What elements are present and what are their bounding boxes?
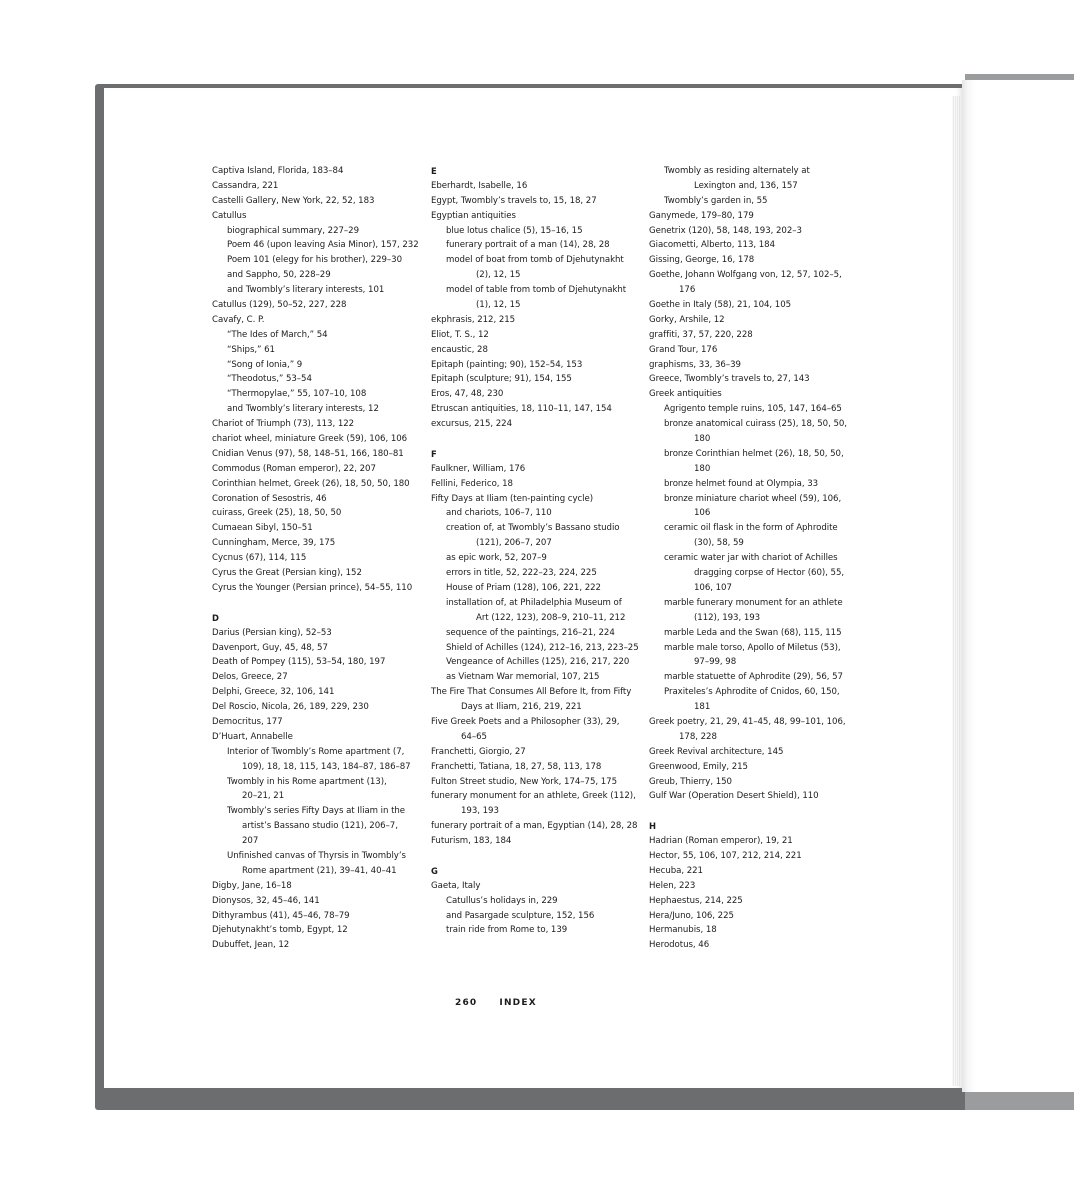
index-entry: Grand Tour, 176 (649, 344, 718, 355)
index-entry: bronze helmet found at Olympia, 33 (664, 478, 819, 489)
index-entry: 20–21, 21 (242, 791, 285, 802)
section-title: INDEX (499, 998, 537, 1008)
index-entry: Eberhardt, Isabelle, 16 (431, 180, 528, 191)
index-letter-heading: F (431, 448, 437, 459)
index-entry: bronze anatomical cuirass (25), 18, 50, 50, (664, 419, 847, 430)
index-spacer (212, 596, 422, 611)
index-entry: Djehutynakht’s tomb, Egypt, 12 (212, 925, 348, 936)
index-entry: Twombly as residing alternately at (664, 166, 810, 176)
index-entry: 64–65 (461, 731, 487, 742)
index-entry: ekphrasis, 212, 215 (431, 314, 516, 325)
index-entry: 178, 228 (679, 731, 717, 742)
index-entry: artist’s Bassano studio (121), 206–7, (242, 821, 398, 832)
index-entry: Cyrus the Great (Persian king), 152 (212, 568, 362, 579)
index-entry: encaustic, 28 (431, 344, 488, 355)
index-entry: Fulton Street studio, New York, 174–75, 175 (431, 776, 617, 787)
index-entry: Praxiteles’s Aphrodite of Cnidos, 60, 150, (664, 687, 840, 698)
index-entry: Gulf War (Operation Desert Shield), 110 (649, 791, 819, 802)
index-column-1 (212, 164, 422, 953)
index-entry: 193, 193 (461, 806, 499, 817)
index-entry: 180 (694, 434, 711, 445)
index-entry: creation of, at Twombly’s Bassano studio (446, 523, 620, 534)
index-entry: sequence of the paintings, 216–21, 224 (446, 627, 615, 638)
index-entry: Democritus, 177 (212, 716, 283, 727)
index-entry: Interior of Twombly’s Rome apartment (7, (227, 746, 405, 757)
index-entry: Death of Pompey (115), 53–54, 180, 197 (212, 657, 386, 668)
index-entry: ceramic water jar with chariot of Achilles (664, 553, 838, 564)
index-entry: (1), 12, 15 (476, 300, 521, 311)
page-footer (455, 998, 559, 1008)
index-entry: (30), 58, 59 (694, 538, 744, 549)
page-number: 260 (455, 998, 478, 1008)
index-entry: Rome apartment (21), 39–41, 40–41 (242, 865, 397, 876)
index-entry: Twombly’s garden in, 55 (664, 195, 768, 206)
index-entry: Poem 101 (elegy for his brother), 229–30 (227, 255, 402, 266)
index-entry: Futurism, 183, 184 (431, 836, 512, 847)
index-entry: Cycnus (67), 114, 115 (212, 553, 307, 564)
index-entry: as epic work, 52, 207–9 (446, 553, 547, 564)
index-entry: Hermanubis, 18 (649, 925, 717, 936)
index-entry: Genetrix (120), 58, 148, 193, 202–3 (649, 225, 802, 236)
index-column-3 (649, 164, 859, 953)
index-entry: model of boat from tomb of Djehutynakht (446, 255, 624, 266)
index-entry: graffiti, 37, 57, 220, 228 (649, 329, 753, 340)
index-entry: Darius (Persian king), 52–53 (212, 627, 332, 638)
index-entry: Castelli Gallery, New York, 22, 52, 183 (212, 195, 375, 206)
index-entry: Epitaph (painting; 90), 152–54, 153 (431, 359, 583, 370)
index-entry: Fifty Days at Iliam (ten-painting cycle) (431, 493, 594, 504)
index-entry: and Pasargade sculpture, 152, 156 (446, 910, 595, 921)
index-entry: Egypt, Twombly’s travels to, 15, 18, 27 (431, 195, 597, 206)
index-entry: Art (122, 123), 208–9, 210–11, 212 (476, 612, 626, 623)
index-entry: House of Priam (128), 106, 221, 222 (446, 582, 601, 593)
index-entry: Digby, Jane, 16–18 (212, 880, 292, 891)
index-entry: 207 (242, 836, 259, 847)
index-entry: Greub, Thierry, 150 (649, 776, 732, 787)
index-entry: Catullus’s holidays in, 229 (446, 895, 558, 906)
index-entry: Davenport, Guy, 45, 48, 57 (212, 642, 328, 653)
index-entry: marble Leda and the Swan (68), 115, 115 (664, 627, 842, 638)
index-entry: blue lotus chalice (5), 15–16, 15 (446, 225, 583, 236)
index-entry: Faulkner, William, 176 (431, 463, 526, 474)
index-entry: bronze Corinthian helmet (26), 18, 50, 50, (664, 448, 844, 459)
index-entry: Etruscan antiquities, 18, 110–11, 147, 154 (431, 404, 612, 415)
index-entry: Hephaestus, 214, 225 (649, 895, 743, 906)
index-entry: (112), 193, 193 (694, 612, 761, 623)
index-entry: funerary portrait of a man, Egyptian (14), 28, 28 (431, 821, 638, 832)
index-entry: Unfinished canvas of Thyrsis in Twombly’s (227, 850, 406, 861)
index-letter-heading: E (431, 166, 437, 176)
index-entry: Twombly in his Rome apartment (13), (227, 776, 387, 787)
index-entry: Greek antiquities (649, 389, 722, 400)
index-entry: Hadrian (Roman emperor), 19, 21 (649, 836, 793, 847)
index-entry: Cassandra, 221 (212, 180, 279, 191)
index-entry: 180 (694, 463, 711, 474)
index-entry: Commodus (Roman emperor), 22, 207 (212, 463, 376, 474)
index-entry: Delos, Greece, 27 (212, 672, 288, 683)
index-entry: Shield of Achilles (124), 212–16, 213, 223–25 (446, 642, 639, 653)
index-entry: Helen, 223 (649, 880, 696, 891)
index-entry: Catullus (212, 210, 247, 221)
index-entry: Goethe in Italy (58), 21, 104, 105 (649, 300, 792, 311)
index-entry: dragging corpse of Hector (60), 55, (694, 568, 845, 579)
index-entry: Gissing, George, 16, 178 (649, 255, 755, 266)
index-entry: Epitaph (sculpture; 91), 154, 155 (431, 374, 572, 385)
index-entry: 106 (694, 508, 711, 519)
index-entry: and chariots, 106–7, 110 (446, 508, 552, 519)
index-entry: “Song of Ionia,” 9 (227, 359, 303, 370)
index-entry: and Sappho, 50, 228–29 (227, 270, 331, 281)
index-entry: D’Huart, Annabelle (212, 731, 293, 742)
index-letter-heading: H (649, 821, 656, 832)
index-entry: excursus, 215, 224 (431, 419, 513, 430)
index-entry: 176 (679, 285, 696, 296)
index-spacer (431, 849, 641, 864)
index-entry: Five Greek Poets and a Philosopher (33), 29, (431, 716, 620, 727)
index-entry: marble statuette of Aphrodite (29), 56, 57 (664, 672, 843, 683)
index-entry: funerary portrait of a man (14), 28, 28 (446, 240, 610, 251)
index-entry: (121), 206–7, 207 (476, 538, 552, 549)
index-entry: bronze miniature chariot wheel (59), 106, (664, 493, 842, 504)
index-entry: installation of, at Philadelphia Museum of (446, 597, 622, 608)
index-entry: Hecuba, 221 (649, 865, 703, 876)
index-entry: Vengeance of Achilles (125), 216, 217, 220 (446, 657, 630, 668)
index-entry: Coronation of Sesostris, 46 (212, 493, 327, 504)
index-entry: Eros, 47, 48, 230 (431, 389, 504, 400)
index-entry: Chariot of Triumph (73), 113, 122 (212, 419, 355, 430)
index-entry: Del Roscio, Nicola, 26, 189, 229, 230 (212, 702, 369, 713)
index-entry: The Fire That Consumes All Before It, from Fifty (431, 687, 632, 698)
index-spacer (431, 432, 641, 447)
index-entry: graphisms, 33, 36–39 (649, 359, 741, 370)
index-entry: chariot wheel, miniature Greek (59), 106, 106 (212, 434, 408, 445)
index-entry: Ganymede, 179–80, 179 (649, 210, 754, 221)
index-entry: funerary monument for an athlete, Greek (112), (431, 791, 636, 802)
index-entry: Poem 46 (upon leaving Asia Minor), 157, 232 (227, 240, 419, 251)
index-entry: Franchetti, Giorgio, 27 (431, 746, 526, 757)
index-entry: Goethe, Johann Wolfgang von, 12, 57, 102–5, (649, 270, 842, 281)
index-entry: (2), 12, 15 (476, 270, 521, 281)
index-entry: model of table from tomb of Djehutynakht (446, 285, 627, 296)
index-entry: cuirass, Greek (25), 18, 50, 50 (212, 508, 342, 519)
index-entry: Gaeta, Italy (431, 880, 481, 891)
index-entry: Herodotus, 46 (649, 940, 710, 951)
index-entry: and Twombly’s literary interests, 12 (227, 404, 379, 415)
index-entry: errors in title, 52, 222–23, 224, 225 (446, 568, 597, 579)
index-entry: Corinthian helmet, Greek (26), 18, 50, 50, 180 (212, 478, 410, 489)
index-entry: Eliot, T. S., 12 (431, 329, 489, 340)
index-entry: marble male torso, Apollo of Miletus (53), (664, 642, 841, 653)
index-entry: Cnidian Venus (97), 58, 148–51, 166, 180–81 (212, 448, 404, 459)
index-entry: train ride from Rome to, 139 (446, 925, 568, 936)
index-entry: Greek Revival architecture, 145 (649, 746, 784, 757)
index-entry: Cumaean Sibyl, 150–51 (212, 523, 313, 534)
index-entry: “The Ides of March,” 54 (227, 329, 328, 340)
index-letter-heading: D (212, 612, 219, 623)
index-entry: Cavafy, C. P. (212, 314, 265, 325)
index-entry: Fellini, Federico, 18 (431, 478, 513, 489)
index-entry: 97–99, 98 (694, 657, 737, 668)
index-letter-heading: G (431, 865, 438, 876)
index-entry: 181 (694, 702, 711, 713)
index-spacer (649, 804, 859, 819)
index-entry: Franchetti, Tatiana, 18, 27, 58, 113, 178 (431, 761, 602, 772)
index-entry: Delphi, Greece, 32, 106, 141 (212, 687, 335, 698)
index-entry: Greenwood, Emily, 215 (649, 761, 748, 772)
index-entry: Days at Iliam, 216, 219, 221 (461, 702, 582, 713)
index-entry: Lexington and, 136, 157 (694, 180, 798, 191)
index-entry: Giacometti, Alberto, 113, 184 (649, 240, 775, 251)
index-entry: ceramic oil flask in the form of Aphrodite (664, 523, 838, 534)
index-entry: Gorky, Arshile, 12 (649, 314, 725, 325)
page-gutter (952, 96, 960, 1086)
index-entry: and Twombly’s literary interests, 101 (227, 285, 385, 296)
facing-page (962, 80, 1074, 1092)
index-entry: Catullus (129), 50–52, 227, 228 (212, 300, 347, 311)
index-entry: Twombly’s series Fifty Days at Iliam in the (227, 806, 406, 817)
index-entry: biographical summary, 227–29 (227, 225, 360, 236)
index-entry: “Thermopylae,” 55, 107–10, 108 (227, 389, 367, 400)
index-entry: Egyptian antiquities (431, 210, 516, 221)
index-entry: Agrigento temple ruins, 105, 147, 164–65 (664, 404, 842, 415)
index-entry: Greek poetry, 21, 29, 41–45, 48, 99–101, 106, (649, 716, 846, 727)
index-entry: marble funerary monument for an athlete (664, 597, 843, 608)
index-entry: “Theodotus,” 53–54 (227, 374, 312, 385)
index-entry: Captiva Island, Florida, 183–84 (212, 166, 344, 176)
index-entry: Cyrus the Younger (Persian prince), 54–55, 110 (212, 582, 413, 593)
index-entry: Dithyrambus (41), 45–46, 78–79 (212, 910, 350, 921)
index-entry: Hera/Juno, 106, 225 (649, 910, 734, 921)
index-entry: Dionysos, 32, 45–46, 141 (212, 895, 320, 906)
index-entry: Cunningham, Merce, 39, 175 (212, 538, 336, 549)
index-entry: 109), 18, 18, 115, 143, 184–87, 186–87 (242, 761, 411, 772)
index-entry: “Ships,” 61 (227, 344, 275, 355)
index-entry: Greece, Twombly’s travels to, 27, 143 (649, 374, 810, 385)
index-column-2 (431, 164, 641, 938)
index-entry: 106, 107 (694, 582, 732, 593)
index-entry: as Vietnam War memorial, 107, 215 (446, 672, 600, 683)
index-entry: Hector, 55, 106, 107, 212, 214, 221 (649, 850, 802, 861)
index-entry: Dubuffet, Jean, 12 (212, 940, 290, 951)
